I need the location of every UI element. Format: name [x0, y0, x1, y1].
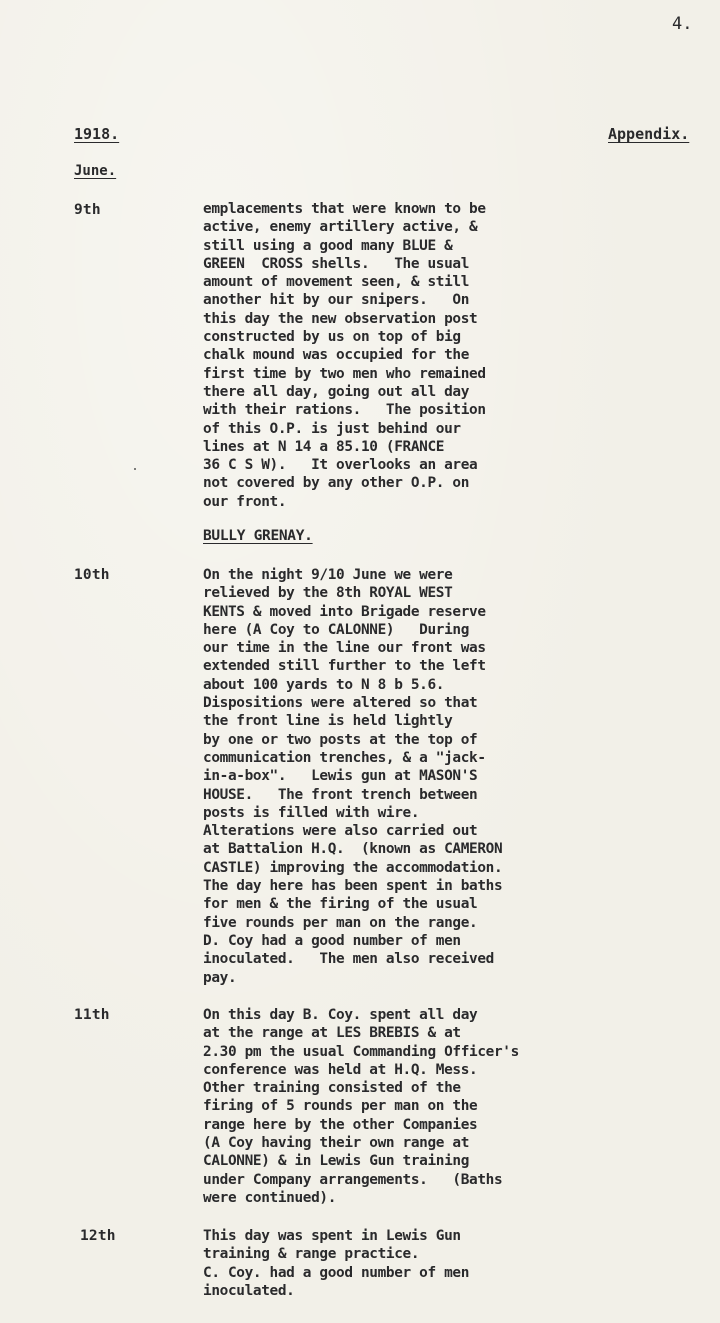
entry-date: 9th — [74, 202, 101, 218]
page-number: 4. — [672, 14, 693, 34]
year-heading: 1918. — [74, 125, 120, 143]
entry-line: there all day, going out all day — [203, 383, 470, 400]
diary-entry — [203, 200, 486, 511]
entry-line: CASTLE) improving the accommodation. — [203, 859, 503, 876]
entry-line: in-a-box". Lewis gun at MASON'S — [203, 768, 478, 785]
entry-line: for men & the firing of the usual — [203, 896, 478, 913]
month-heading: June. — [74, 163, 117, 179]
entry-line: five rounds per man on the range. — [203, 914, 478, 931]
entry-line: C. Coy. had a good number of men — [203, 1264, 470, 1281]
diary-entry — [203, 566, 502, 987]
entry-date: 10th — [74, 567, 110, 583]
entry-line: pay. — [203, 969, 237, 986]
entry-line: inoculated. The men also received — [203, 951, 494, 968]
entry-line: the front line is held lightly — [203, 713, 453, 730]
entry-line: of this O.P. is just behind our — [203, 420, 461, 437]
entry-line: range here by the other Companies — [203, 1116, 478, 1133]
entry-line: by one or two posts at the top of — [203, 731, 478, 748]
entry-line: The day here has been spent in baths — [203, 878, 503, 895]
entry-line: here (A Coy to CALONNE) During — [203, 621, 470, 638]
entry-line: amount of movement seen, & still — [203, 274, 470, 291]
entry-line: active, enemy artillery active, & — [203, 219, 478, 236]
diary-entry — [203, 1006, 519, 1207]
entry-line: another hit by our snipers. On — [203, 292, 470, 309]
entry-line: GREEN CROSS shells. The usual — [203, 255, 470, 272]
place-heading: BULLY GRENAY. — [203, 528, 313, 544]
entry-line: On this day B. Coy. spent all day — [203, 1007, 478, 1023]
entry-line: our front. — [203, 493, 287, 510]
entry-line: constructed by us on top of big — [203, 329, 461, 346]
entry-line: with their rations. The position — [203, 402, 486, 419]
entry-line: 2.30 pm the usual Commanding Officer's — [203, 1043, 519, 1060]
entry-line: our time in the line our front was — [203, 640, 486, 657]
entry-line: Other training consisted of the — [203, 1080, 461, 1097]
entry-line: On the night 9/10 June we were — [203, 567, 453, 583]
entry-line: HOUSE. The front trench between — [203, 786, 478, 803]
entry-line: emplacements that were known to be — [203, 201, 486, 217]
appendix-heading: Appendix. — [608, 125, 690, 143]
entry-line: training & range practice. — [203, 1246, 420, 1263]
entry-line: at the range at LES BREBIS & at — [203, 1025, 461, 1042]
entry-line: at Battalion H.Q. (known as CAMERON — [203, 841, 503, 858]
paper-speck — [134, 468, 136, 470]
entry-line: CALONNE) & in Lewis Gun training — [203, 1153, 470, 1170]
entry-line: relieved by the 8th ROYAL WEST — [203, 585, 453, 602]
entry-date: 12th — [80, 1228, 116, 1244]
entry-line: D. Coy had a good number of men — [203, 932, 461, 949]
entry-line: this day the new observation post — [203, 310, 478, 327]
entry-line: not covered by any other O.P. on — [203, 475, 470, 492]
entry-line: lines at N 14 a 85.10 (FRANCE — [203, 438, 445, 455]
entry-line: were continued). — [203, 1189, 337, 1206]
entry-line: extended still further to the left — [203, 658, 486, 675]
entry-line: Dispositions were altered so that — [203, 695, 478, 712]
entry-line: chalk mound was occupied for the — [203, 347, 470, 364]
entry-line: This day was spent in Lewis Gun — [203, 1228, 461, 1244]
entry-line: first time by two men who remained — [203, 365, 486, 382]
entry-line: under Company arrangements. (Baths — [203, 1171, 503, 1188]
entry-line: about 100 yards to N 8 b 5.6. — [203, 676, 445, 693]
entry-line: inoculated. — [203, 1282, 295, 1299]
entry-line: posts is filled with wire. — [203, 804, 420, 821]
entry-line: KENTS & moved into Brigade reserve — [203, 603, 486, 620]
entry-line: Alterations were also carried out — [203, 823, 478, 840]
entry-line: communication trenches, & a "jack- — [203, 749, 486, 766]
entry-date: 11th — [74, 1007, 110, 1023]
diary-entry — [203, 1227, 469, 1300]
entry-line: 36 C S W). It overlooks an area — [203, 457, 478, 474]
entry-line: conference was held at H.Q. Mess. — [203, 1061, 478, 1078]
entry-line: (A Coy having their own range at — [203, 1135, 470, 1152]
entry-line: still using a good many BLUE & — [203, 237, 453, 254]
entry-line: firing of 5 rounds per man on the — [203, 1098, 478, 1115]
